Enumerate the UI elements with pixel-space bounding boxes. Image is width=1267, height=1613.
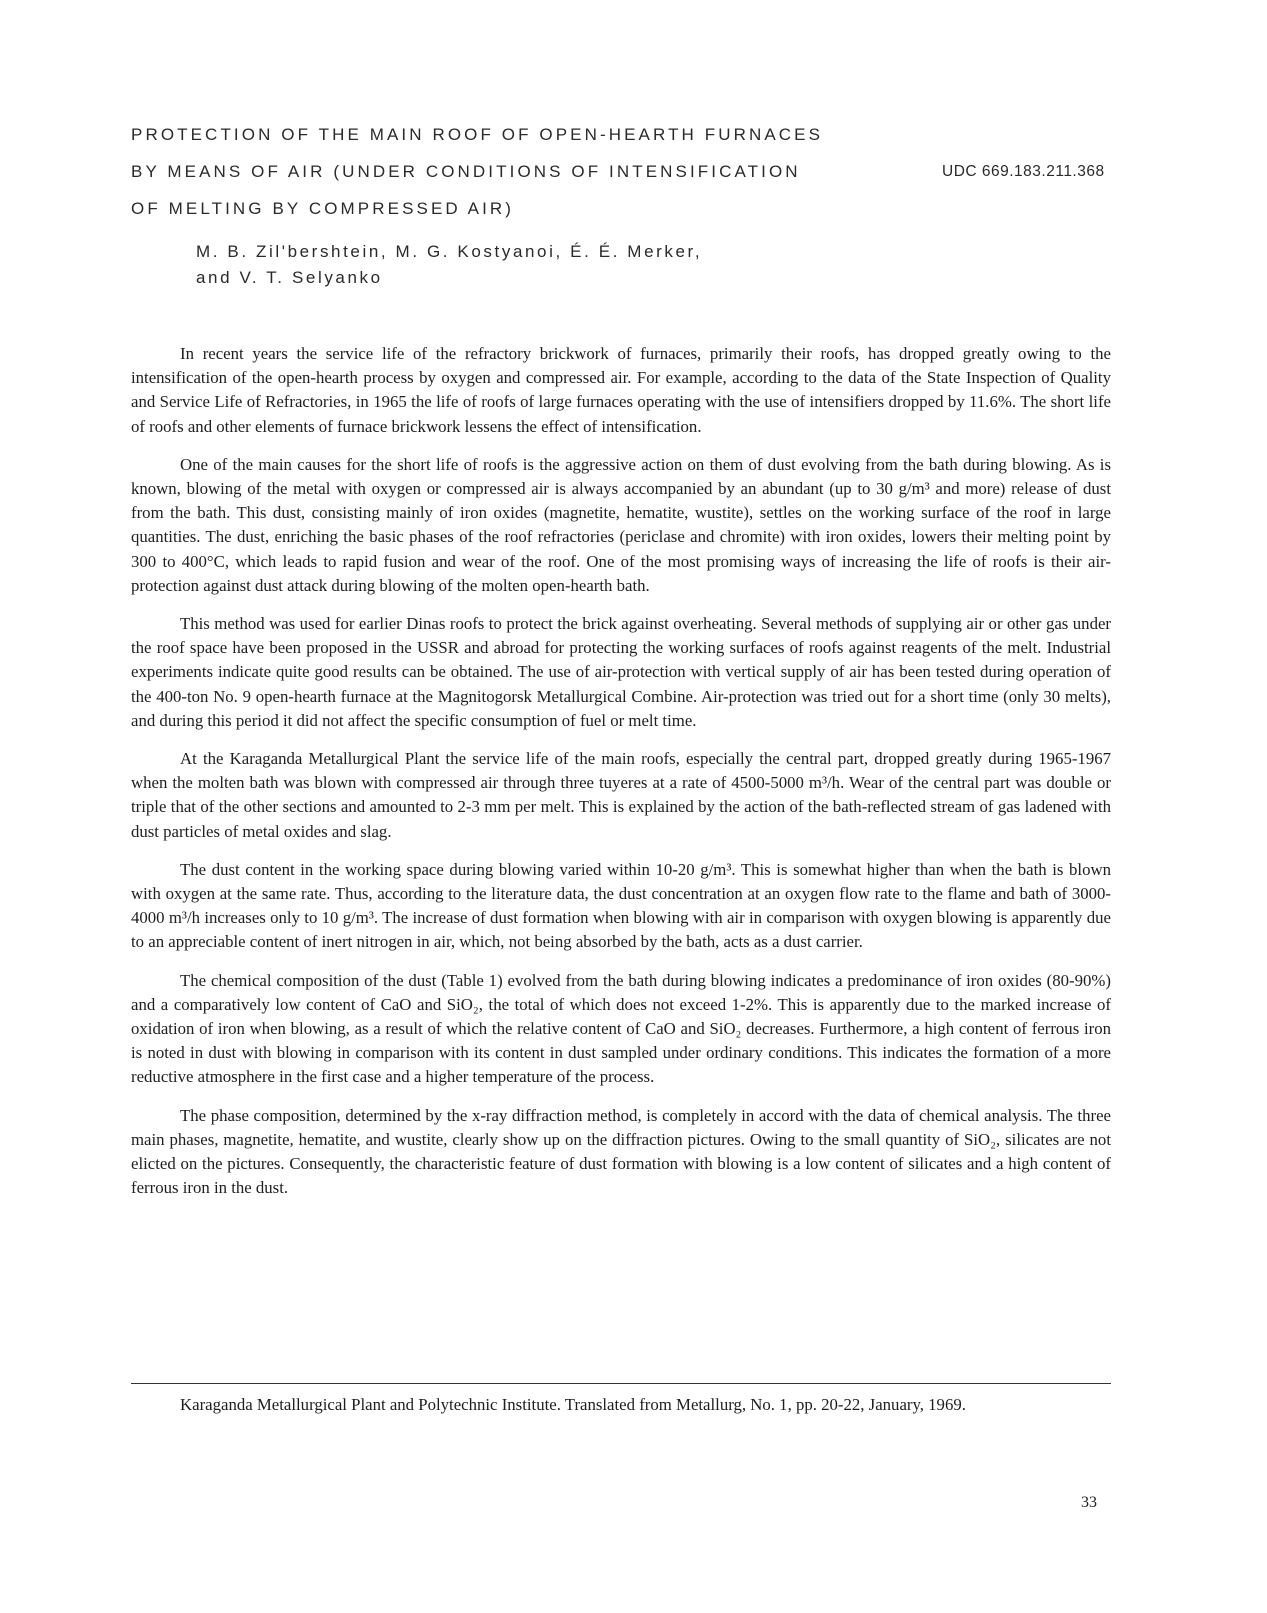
title-line-2: BY MEANS OF AIR (UNDER CONDITIONS OF INTENSIFICATION	[131, 162, 801, 181]
footnote-divider	[131, 1383, 1111, 1384]
article-body	[131, 342, 1111, 1215]
paragraph-5: The dust content in the working space during blowing varied within 10-20 g/m³. This is somewhat higher than when the bath is blown with oxygen at the same rate. Thus, according to the literature data, the dust concentration at an oxygen flow rate to the flame and bath of 3000-4000 m³/h increases only to 10 g/m³. The increase of dust formation when blowing with air in comparison with oxygen blowing is apparently due to an appreciable content of inert nitrogen in air, which, not being absorbed by the bath, acts as a dust carrier.	[131, 859, 1111, 952]
title-line-3: OF MELTING BY COMPRESSED AIR)	[131, 199, 515, 218]
paragraph-4: At the Karaganda Metallurgical Plant the service life of the main roofs, especially the central part, dropped greatly during 1965-1967 when the molten bath was blown with compressed air through three tuyeres at a rate of 4500-5000 m³/h. Wear of the central part was double or triple that of the other sections and amounted to 2-3 mm per melt. This is explained by the action of the bath-reflected stream of gas ladened with dust particles of metal oxides and slag.	[131, 749, 1111, 841]
article-title	[131, 116, 851, 227]
udc-code: UDC 669.183.211.368	[942, 163, 1105, 180]
paragraph-6: The chemical composition of the dust (Table 1) evolved from the bath during blowing indicates a predominance of iron oxides (80-90%) and a comparatively low content of CaO and SiO₂, the total of which does not exceed 1-2%. This is apparently due to the marked increase of oxidation of iron when blowing, as a result of which the relative content of CaO and SiO₂ decreases. Furthermore, a high content of ferrous iron is noted in dust with blowing in comparison with its content in dust sampled under ordinary conditions. This indicates the formation of a more reductive atmosphere in the first case and a higher temperature of the process.	[131, 970, 1111, 1087]
footnote: Karaganda Metallurgical Plant and Polytechnic Institute. Translated from Metallurg, No. 1, pp. 20-22, January, 1969.	[180, 1395, 966, 1414]
author-line-1: M. B. Zil'bershtein, M. G. Kostyanoi, É. É. Merker,	[196, 242, 703, 261]
author-line-2: and V. T. Selyanko	[196, 268, 383, 287]
paragraph-3: This method was used for earlier Dinas roofs to protect the brick against overheating. Several methods of supplying air or other gas under the roof space have been proposed in the USSR and abroad for protecting the working surfaces of roofs against reagents of the melt. Industrial experiments indicate quite good results can be obtained. The use of air-protection with vertical supply of air has been tested during operation of the 400-ton No. 9 open-hearth furnace at the Magnitogorsk Metallurgical Combine. Air-protection was tried out for a short time (only 30 melts), and during this period it did not affect the specific consumption of fuel or melt time.	[131, 614, 1111, 730]
paragraph-2: One of the main causes for the short life of roofs is the aggressive action on them of dust evolving from the bath during blowing. As is known, blowing of the metal with oxygen or compressed air is always accompanied by an abundant (up to 30 g/m³ and more) release of dust from the bath. This dust, consisting mainly of iron oxides (magnetite, hematite, wustite), settles on the working surface of the roof in large quantities. The dust, enriching the basic phases of the roof refractories (periclase and chromite) with iron oxides, lowers their melting point by 300 to 400°C, which leads to rapid fusion and wear of the roof. One of the most promising ways of increasing the life of roofs is their air-protection against dust attack during blowing of the molten open-hearth bath.	[131, 454, 1111, 595]
title-line-1: PROTECTION OF THE MAIN ROOF OF OPEN-HEARTH FURNACES	[131, 125, 824, 144]
paragraph-1: In recent years the service life of the refractory brickwork of furnaces, primarily their roofs, has dropped greatly owing to the intensification of the open-hearth process by oxygen and compressed air. For example, according to the data of the State Inspection of Quality and Service Life of Refractories, in 1965 the life of roofs of large furnaces operating with the use of intensifiers dropped by 11.6%. The short life of roofs and other elements of furnace brickwork lessens the effect of intensification.	[131, 344, 1111, 436]
author-list	[196, 239, 896, 291]
page-number: 33	[1081, 1494, 1097, 1511]
paragraph-7: The phase composition, determined by the x-ray diffraction method, is completely in accord with the data of chemical analysis. The three main phases, magnetite, hematite, and wustite, clearly show up on the diffraction pictures. Owing to the small quantity of SiO₂, silicates are not elicted on the pictures. Consequently, the characteristic feature of dust formation with blowing is a low content of silicates and a high content of ferrous iron in the dust.	[131, 1105, 1111, 1198]
